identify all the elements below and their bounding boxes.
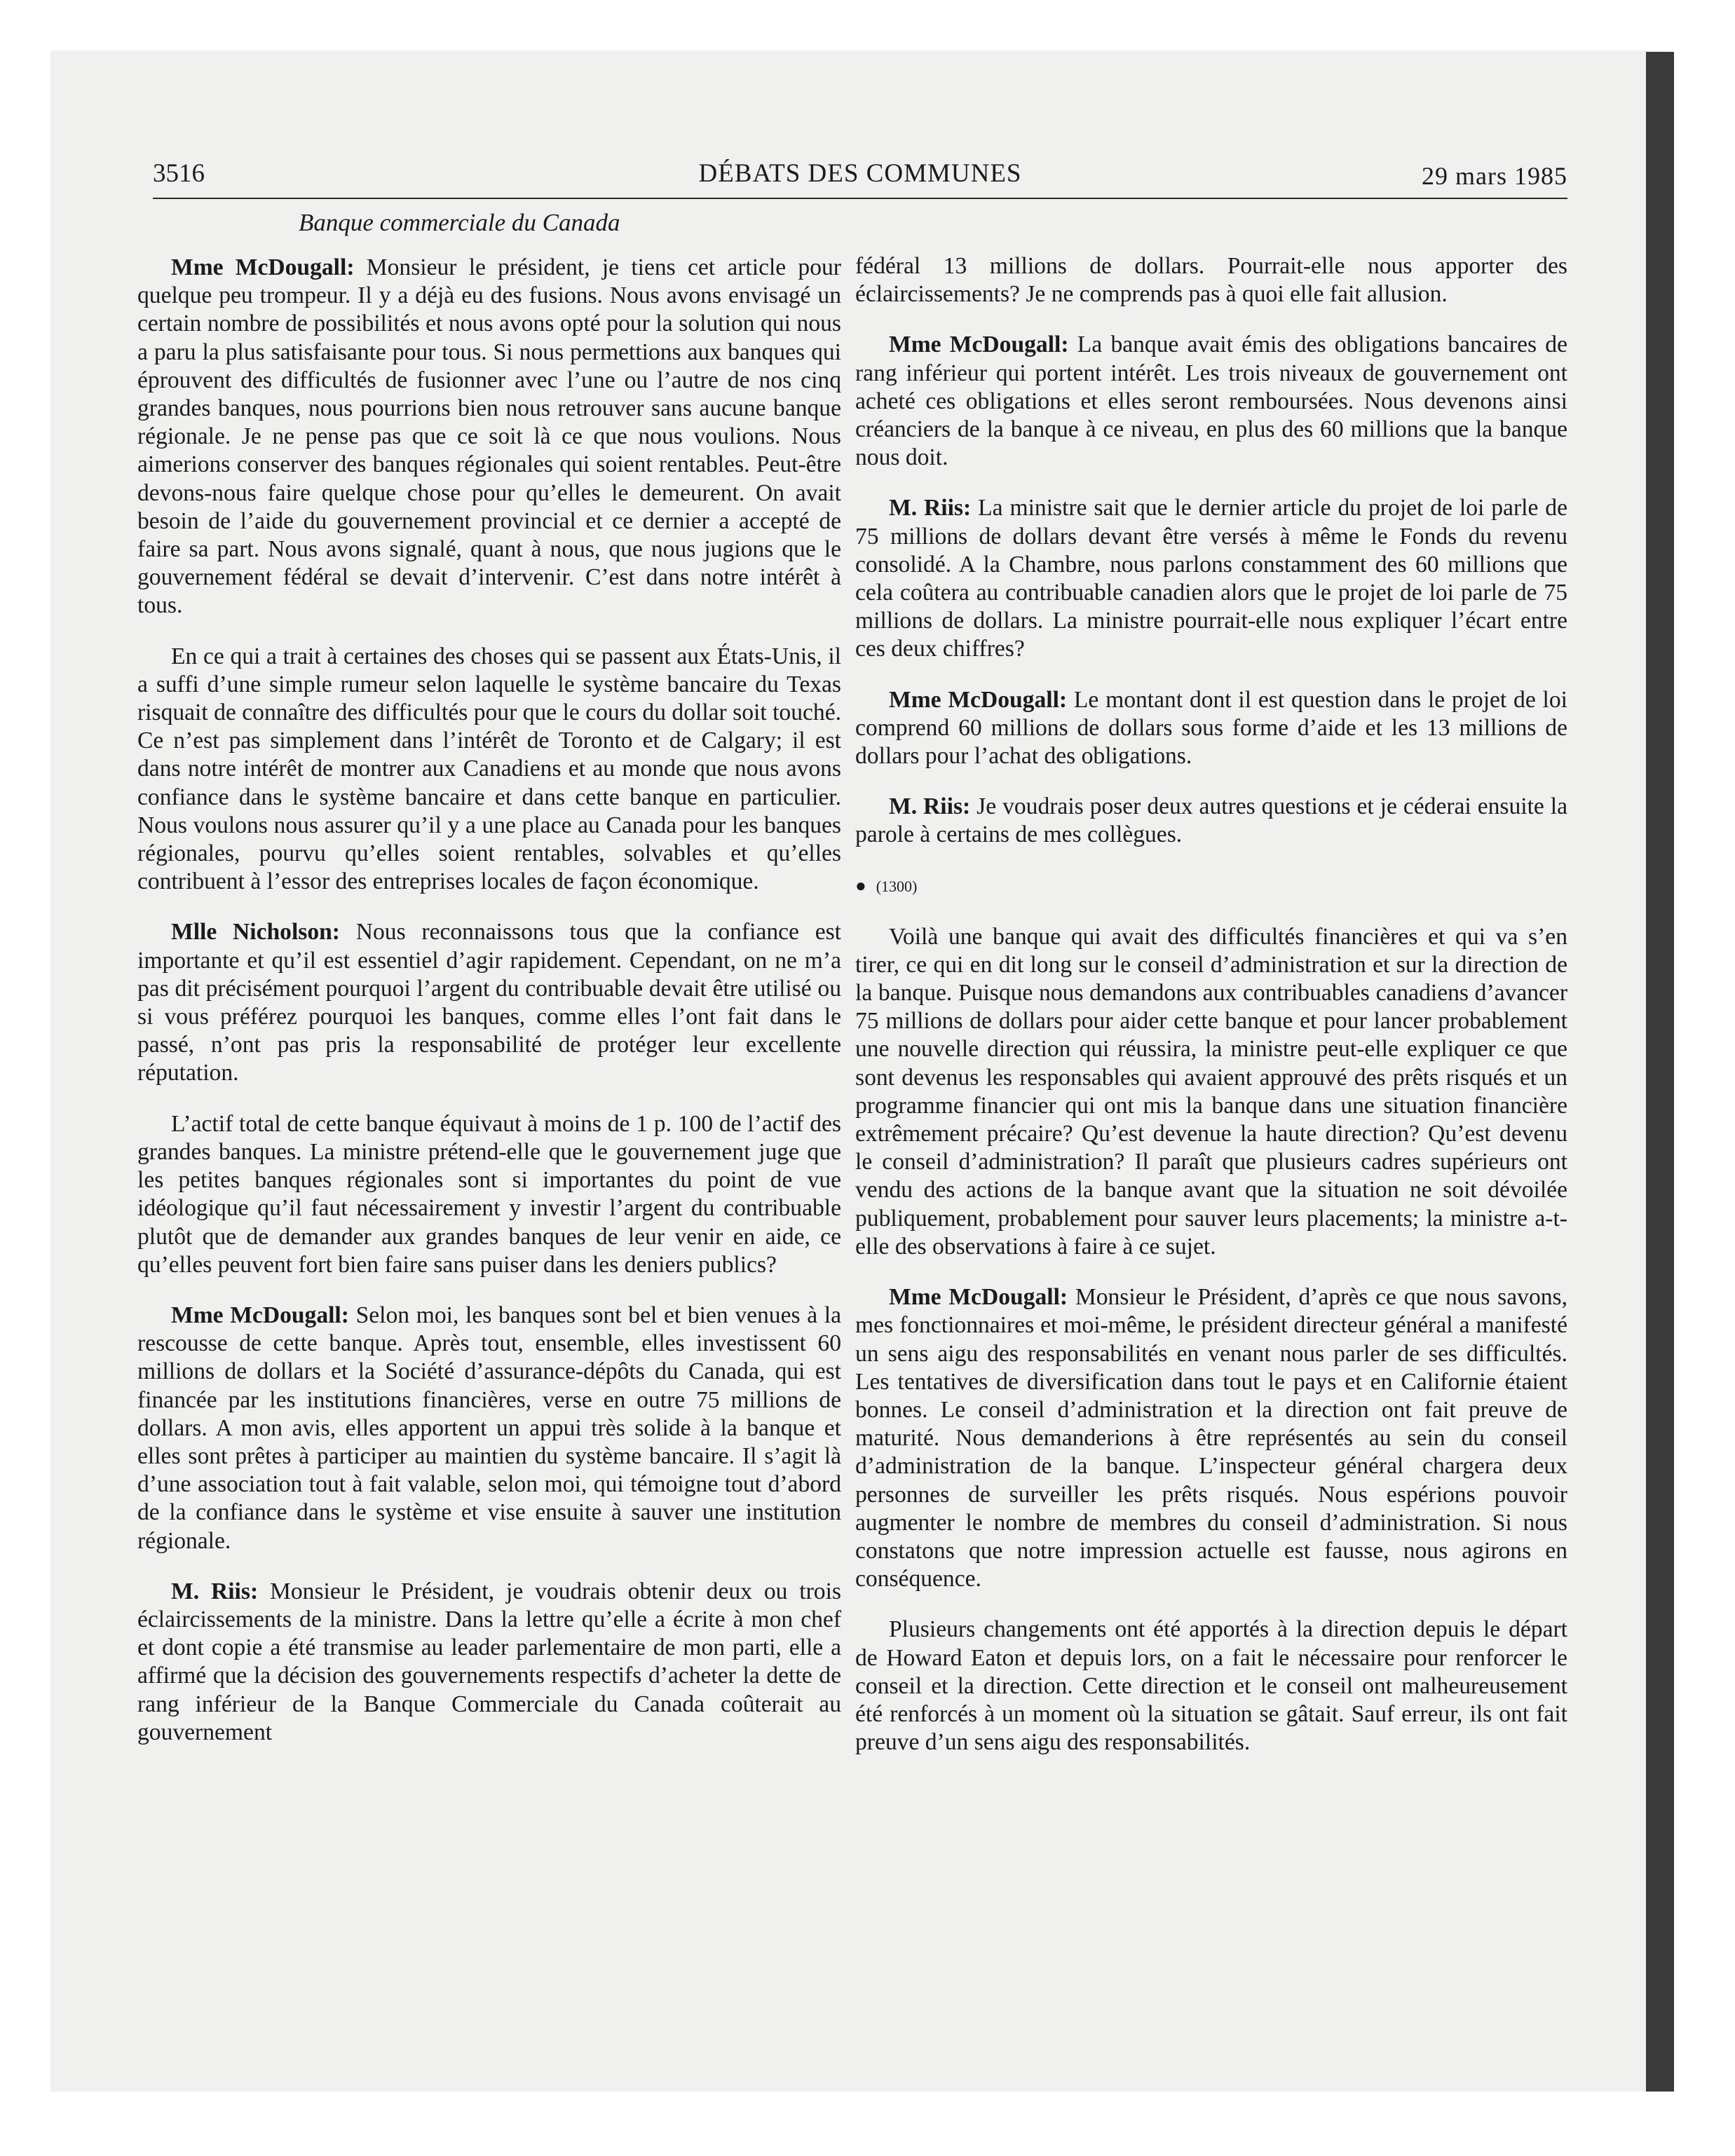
paragraph-text: Monsieur le Président, d’après ce que nous savons, mes fonctionnaires et moi-même, le président directeur général a manifesté un sens aigu des responsabilités en venant nous parler de ses difficultés. Les tentatives de diversification dans tout le pays et en Californie étaient bonnes. Le conseil d’administration et la direction ont fait preuve de maturité. Nous demanderions à être représentés au sein du conseil d’administration de la banque. L’inspecteur général chargera deux personnes de surveiller les prêts risqués. Nous espérions pouvoir augmenter le nombre de membres du conseil d’administration. Si nous constatons que notre impression actuelle est fausse, nous agirons en conséquence. bbox=[855, 1284, 1567, 1592]
speaker-name: Mme McDougall: bbox=[889, 332, 1069, 358]
paragraph bbox=[137, 254, 841, 620]
paragraph bbox=[137, 1578, 841, 1747]
paragraph bbox=[855, 686, 1567, 771]
page-date: 29 mars 1985 bbox=[1422, 162, 1567, 190]
section-title: Banque commerciale du Canada bbox=[299, 209, 620, 236]
paragraph-text: fédéral 13 millions de dollars. Pourrait-elle nous apporter des éclaircissements? Je ne comprends pas à quoi elle fait allusion. bbox=[855, 253, 1567, 308]
left-column bbox=[137, 207, 841, 1769]
paragraph bbox=[855, 923, 1567, 1261]
paragraph bbox=[855, 793, 1567, 849]
page-header bbox=[153, 158, 1567, 200]
scan-edge-shadow bbox=[1646, 52, 1674, 2092]
page-title: DÉBATS DES COMMUNES bbox=[698, 159, 1022, 188]
paragraph bbox=[855, 252, 1567, 308]
paragraph-text: Selon moi, les banques sont bel et bien venues à la rescousse de cette banque. Après tout, ensemble, elles investissent 60 millions de dollars et la Société d’assurance-dépôts du Canada, qui est financée par les institutions financières, verse en outre 75 millions de dollars. A mon avis, elles apportent un appui très solide à la banque et elles sont prêtes à participer au maintien du système bancaire. Il s’agit là d’une association tout à fait valable, selon moi, qui témoigne tout d’abord de la confiance dans le système et vise ensuite à sauver une institution régionale. bbox=[137, 1302, 841, 1554]
speaker-name: Mme McDougall: bbox=[889, 1284, 1068, 1311]
paragraph-text: Nous reconnaissons tous que la confiance est importante et qu’il est essentiel d’agir rapidement. Cependant, on ne m’a pas dit précisément pourquoi l’argent du contribuable devait être utilisé ou si vous préférez pourquoi les banques, comme elles l’ont fait dans le passé, n’ont pas pris la responsabilité de protéger leur excellente réputation. bbox=[137, 919, 841, 1086]
paragraph-text: Le montant dont il est question dans le projet de loi comprend 60 millions de dollars sous forme d’aide et les 13 millions de dollars pour l’achat des obligations. bbox=[855, 686, 1567, 770]
speaker-name: Mme McDougall: bbox=[171, 254, 355, 280]
speaker-name: Mme McDougall: bbox=[889, 686, 1068, 713]
left-paragraphs bbox=[137, 254, 841, 1747]
paragraph-text: Monsieur le président, je tiens cet article pour quelque peu trompeur. Il y a déjà eu des fusions. Nous avons envisagé un certain nombre de possibilités et nous avons opté pour la solution qui nous a paru la plus satisfaisante pour tous. Si nous permettions aux banques qui éprouvent des difficultés de fusionner avec l’une ou l’autre de nos cinq grandes banques, nous pourrions bien nous retrouver sans aucune banque régionale. Je ne pense pas que ce soit là ce que nous voulions. Nous aimerions conserver des banques régionales qui soient rentables. Peut-être devons-nous faire quelque chose pour qu’elles le demeurent. On avait besoin de l’aide du gouvernement provincial et ce dernier a accepté de faire sa part. Nous avons signalé, quant à nous, que nous jugions que le gouvernement fédéral se devait d’intervenir. C’est dans notre intérêt à tous. bbox=[137, 254, 841, 619]
paragraph bbox=[855, 331, 1567, 472]
speaker-name: M. Riis: bbox=[889, 495, 972, 521]
speaker-name: M. Riis: bbox=[889, 793, 971, 820]
paragraph-text: Je voudrais poser deux autres questions et je céderai ensuite la parole à certains de mes collègues. bbox=[855, 793, 1568, 848]
speaker-name: M. Riis: bbox=[171, 1578, 259, 1604]
paragraph-text: La banque avait émis des obligations bancaires de rang inférieur qui portent intérêt. Les trois niveaux de gouvernement ont acheté ces obligations et elles seront remboursées. Nous devenons ainsi créanciers de la banque à ce niveau, en plus des 60 millions que la banque nous doit. bbox=[855, 332, 1567, 471]
speaker-name: Mme McDougall: bbox=[171, 1302, 349, 1328]
speaker-name: Mlle Nicholson: bbox=[171, 919, 340, 946]
header-rule bbox=[153, 198, 1567, 199]
paragraph-text: En ce qui a trait à certaines des choses qui se passent aux États-Unis, il a suffi d’une simple rumeur selon laquelle le système bancaire du Texas risquait de connaître des difficultés pour que le cours du dollar soit touché. Ce n’est pas simplement dans l’intérêt de Toronto et de Calgary; il est dans notre intérêt de montrer aux Canadiens et au monde que nous avons confiance dans le système bancaire et dans cette banque en particulier. Nous voulons nous assurer qu’il y a une place au Canada pour les banques régionales, pourvu qu’elles soient rentables, solvables et qu’elles contribuent à l’essor des entreprises locales de façon économique. bbox=[137, 643, 841, 895]
paragraph bbox=[855, 494, 1567, 663]
paragraph-text: Voilà une banque qui avait des difficultés financières et qui va s’en tirer, ce qui en dit long sur le conseil d’administration et sur la direction de la banque. Puisque nous demandons aux contribuables canadiens d’avancer 75 millions de dollars pour aider cette banque et pour lancer probablement une nouvelle direction qui réussira, la ministre peut-elle expliquer ce que sont devenus les responsables qui avaient approuvé des prêts risqués et un programme financier qui ont mis la banque dans une situation financière extrêmement précaire? Qu’est devenue la haute direction? Qu’est devenu le conseil d’administration? Il paraît que plusieurs cadres supérieurs ont vendu des actions de la banque avant que la situation ne soit dévoilée publiquement, probablement pour sauver leurs placements; la ministre a-t-elle des observations à faire à ce sujet. bbox=[855, 923, 1567, 1260]
paragraph bbox=[855, 1616, 1567, 1756]
paragraph bbox=[855, 1283, 1567, 1593]
paragraph bbox=[137, 918, 841, 1087]
paragraph-text: La ministre sait que le dernier article du projet de loi parle de 75 millions de dollars devant être versés à même le Fonds du revenu consolidé. A la Chambre, nous parlons constamment des 60 millions que cela coûtera au contribuable canadien alors que le projet de loi parle de 75 millions de dollars. La ministre pourrait-elle nous expliquer l’écart entre ces deux chiffres? bbox=[855, 495, 1567, 662]
paragraph-text: Plusieurs changements ont été apportés à la direction depuis le départ de Howard Eaton et depuis lors, on a fait le nécessaire pour renforcer le conseil et la direction. Cette direction et le conseil ont malheureusement été renforcés à un moment où la situation se gâtait. Sauf erreur, ils ont fait preuve d’un sens aigu des responsabilités. bbox=[855, 1616, 1567, 1756]
bullet-icon: ● bbox=[855, 875, 866, 896]
paragraph bbox=[137, 1302, 841, 1555]
paragraph bbox=[137, 1110, 841, 1279]
page-number: 3516 bbox=[153, 159, 205, 188]
right-paragraphs-bottom bbox=[855, 923, 1567, 1757]
right-column bbox=[855, 252, 1567, 1779]
paragraph-text: L’actif total de cette banque équivaut à moins de 1 p. 100 de l’actif des grandes banques. La ministre prétend-elle que le gouvernement juge que les petites banques régionales sont si importantes du point de vue idéologique qu’il faut nécessairement y investir l’argent du contribuable plutôt que de demander aux grandes banques de leur venir en aide, ce qu’elles peuvent fort bien faire sans puiser dans les deniers publics? bbox=[137, 1110, 841, 1278]
right-paragraphs-top bbox=[855, 252, 1567, 850]
paragraph bbox=[137, 643, 841, 896]
time-marker-text: (1300) bbox=[876, 877, 918, 895]
time-marker bbox=[855, 872, 1567, 901]
paragraph-text: Monsieur le Président, je voudrais obtenir deux ou trois éclaircissements de la ministre. Dans la lettre qu’elle a écrite à mon chef et dont copie a été transmise au leader parlementaire de mon parti, elle a affirmé que la décision des gouvernements respectifs d’acheter la dette de rang inférieur de la Banque Commerciale du Canada coûterait au gouvernement bbox=[137, 1578, 841, 1745]
